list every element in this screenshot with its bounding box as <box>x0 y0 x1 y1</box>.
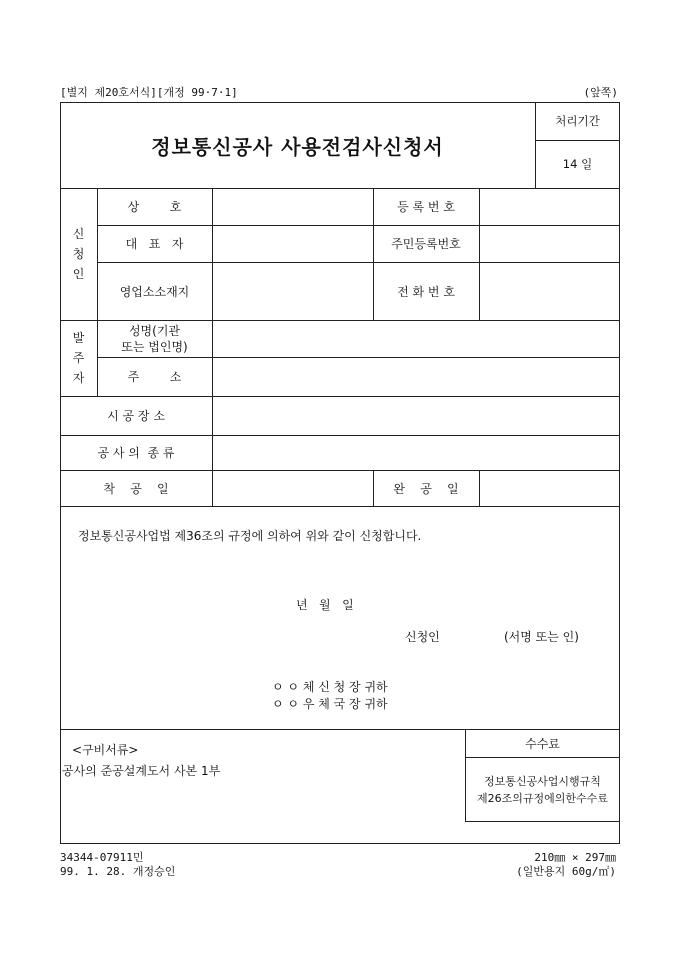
paper-size: 210㎜ × 297㎜ <box>534 851 616 864</box>
trade-name-field[interactable] <box>212 188 373 225</box>
start-date-field[interactable] <box>212 470 373 506</box>
completion-date-field[interactable] <box>479 470 620 506</box>
orderer-name-field[interactable] <box>212 320 620 357</box>
start-date-label: 착 공 일 <box>103 481 169 496</box>
approval-date: 99. 1. 28. 개정승인 <box>60 865 176 878</box>
required-docs-item: 공사의 준공설계도서 사본 1부 <box>62 764 221 778</box>
construction-kind-label: 공 사 의 종 류 <box>97 446 175 460</box>
phone-number-label: 전 화 번 호 <box>397 284 455 299</box>
recipient-line-2: ㅇ ㅇ 우 체 국 장 귀하 <box>272 697 388 711</box>
registration-number-field[interactable] <box>479 188 620 225</box>
fee-label: 수수료 <box>525 736 560 751</box>
page-side-label: (앞쪽) <box>583 86 618 99</box>
application-date: 년 월 일 <box>296 598 354 612</box>
required-docs-label: <구비서류> <box>72 743 139 757</box>
applicant-section-label: 신 청 인 <box>72 227 85 281</box>
form-title: 정보통신공사 사용전검사신청서 <box>151 134 444 159</box>
paper-type: (일반용지 60g/㎡) <box>516 865 616 878</box>
office-address-field[interactable] <box>212 262 373 320</box>
completion-date-label: 완 공 일 <box>393 481 459 496</box>
orderer-address-field[interactable] <box>212 357 620 396</box>
construction-kind-field[interactable] <box>212 435 620 470</box>
registration-number-label: 등 록 번 호 <box>397 200 455 214</box>
form-number: [별지 제20호서식][개정 99·7·1] <box>60 86 238 99</box>
representative-field[interactable] <box>212 225 373 262</box>
resident-number-field[interactable] <box>479 225 620 262</box>
processing-period-label: 처리기간 <box>555 114 600 128</box>
orderer-name-label: 성명(기관 또는 법인명) <box>121 323 188 354</box>
construction-site-label: 시 공 장 소 <box>107 409 165 423</box>
office-address-label: 영업소소재지 <box>119 284 190 299</box>
recipient-line-1: ㅇ ㅇ 체 신 청 장 귀하 <box>272 680 388 694</box>
resident-number-label: 주민등록번호 <box>391 237 461 251</box>
phone-number-field[interactable] <box>479 262 620 320</box>
orderer-section-label: 발 주 자 <box>72 331 85 385</box>
application-statement: 정보통신공사업법 제36조의 규정에 의하여 위와 같이 신청합니다. <box>78 529 422 543</box>
form-code: 34344-07911민 <box>60 851 144 864</box>
trade-name-label: 상 호 <box>127 200 182 214</box>
orderer-address-label: 주 소 <box>127 370 182 384</box>
processing-period-value: 14 일 <box>562 157 593 171</box>
construction-site-field[interactable] <box>212 396 620 435</box>
representative-label: 대 표 자 <box>125 237 184 251</box>
applicant-signature-label: 신청인 <box>405 630 440 644</box>
fee-description: 정보통신공사업시행규칙 제26조의규정에의한수수료 <box>477 774 608 805</box>
signature-note: (서명 또는 인) <box>504 630 579 644</box>
